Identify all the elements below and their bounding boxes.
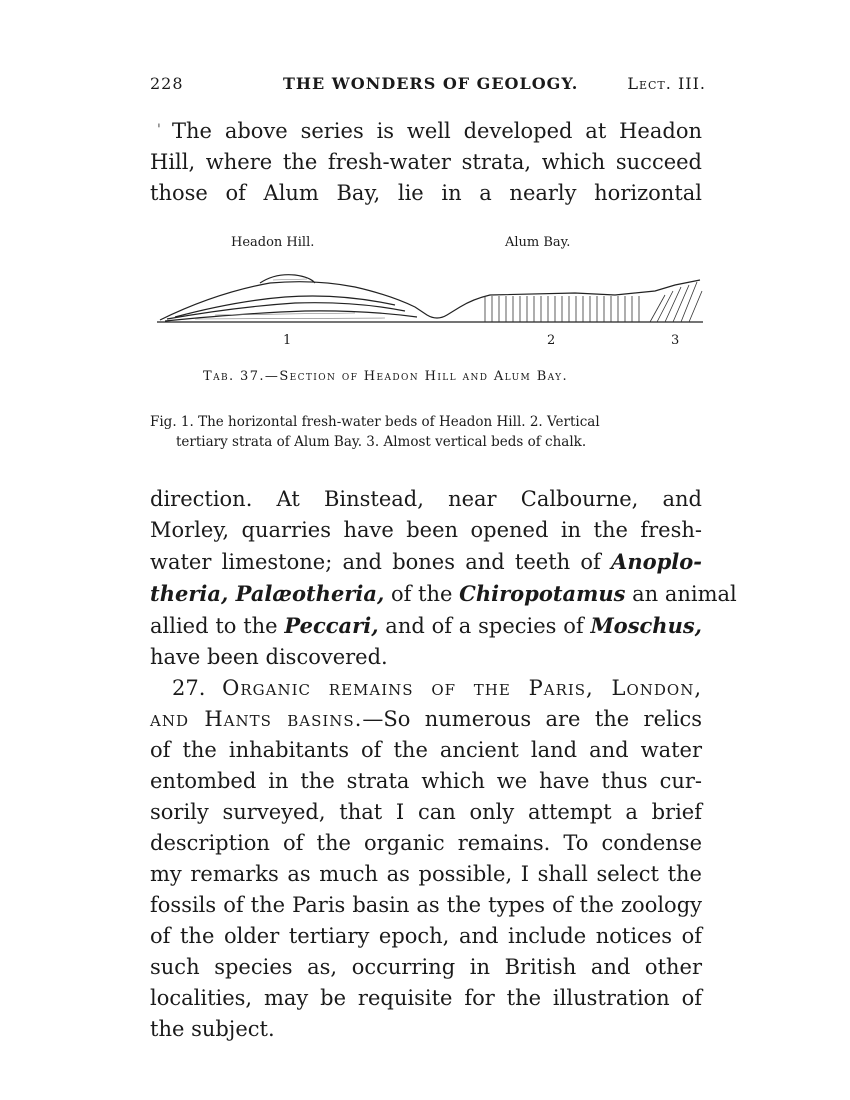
genus-name: Anoplo- (611, 549, 702, 574)
figure-number-2: 2 (547, 333, 556, 348)
text-line: such species as, occurring in British and other (150, 955, 702, 979)
text-line (150, 704, 702, 735)
geological-section-figure (155, 225, 705, 415)
page-number: 228 (150, 74, 184, 93)
text-line: Morley, quarries have been opened in the fresh- (150, 518, 702, 542)
section-number: 27. (172, 676, 223, 700)
text-line: have been discovered. (150, 645, 388, 669)
text-line: localities, may be requisite for the illustration of (150, 986, 702, 1010)
text-line (150, 578, 737, 610)
text-line: Hill, where the fresh-water strata, which succeed (150, 150, 702, 174)
section-title: Organic remains of the Paris, London, (222, 676, 702, 700)
margin-tick: ' (157, 122, 161, 138)
text-line: The above series is well developed at Headon (172, 119, 702, 143)
text-line: entombed in the strata which we have thus cur- (150, 769, 702, 793)
figure-legend (150, 412, 706, 452)
figure-label-headon-hill: Headon Hill. (231, 235, 315, 250)
body-text (150, 484, 737, 1045)
running-title: THE WONDERS OF GEOLOGY. (283, 74, 579, 93)
text-line: of the inhabitants of the ancient land and water (150, 738, 702, 762)
text-run: water limestone; and bones and teeth of (150, 550, 612, 574)
intro-paragraph (150, 116, 702, 209)
text-line: those of Alum Bay, lie in a nearly horizontal (150, 181, 702, 205)
section-title: and Hants basins. (150, 707, 363, 731)
genus-name: Moschus, (590, 613, 702, 638)
legend-line: tertiary strata of Alum Bay. 3. Almost vertical beds of chalk. (176, 434, 587, 450)
section-drawing (155, 265, 705, 345)
text-run: an animal (625, 582, 737, 606)
text-run: —So numerous are the relics (362, 707, 702, 731)
figure-number-3: 3 (671, 333, 680, 348)
text-run: of the (384, 582, 460, 606)
legend-line: Fig. 1. The horizontal fresh-water beds of Headon Hill. 2. Vertical (150, 414, 600, 430)
figure-label-alum-bay: Alum Bay. (505, 235, 571, 250)
genus-name: Peccari, (284, 613, 379, 638)
figure-caption: Tab. 37.—Section of Headon Hill and Alum Bay. (203, 369, 569, 384)
text-line: of the older tertiary epoch, and include notices of (150, 924, 702, 948)
text-line: my remarks as much as possible, I shall select the (150, 862, 702, 886)
genus-name: theria, Palæotheria, (150, 581, 385, 606)
section-heading-line (150, 673, 702, 704)
text-run: allied to the (150, 614, 285, 638)
figure-number-1: 1 (283, 333, 292, 348)
text-line: the subject. (150, 1017, 275, 1041)
running-header (150, 74, 706, 98)
text-line: sorily surveyed, that I can only attempt a brief (150, 800, 702, 824)
text-line: description of the organic remains. To condense (150, 831, 702, 855)
lecture-label: Lect. III. (627, 74, 706, 93)
text-run: and of a species of (378, 614, 591, 638)
text-line (150, 546, 702, 578)
text-line: direction. At Binstead, near Calbourne, and (150, 487, 702, 511)
text-line: fossils of the Paris basin as the types of the zoology (150, 893, 702, 917)
genus-name: Chiropotamus (459, 581, 626, 606)
text-line (150, 610, 702, 642)
